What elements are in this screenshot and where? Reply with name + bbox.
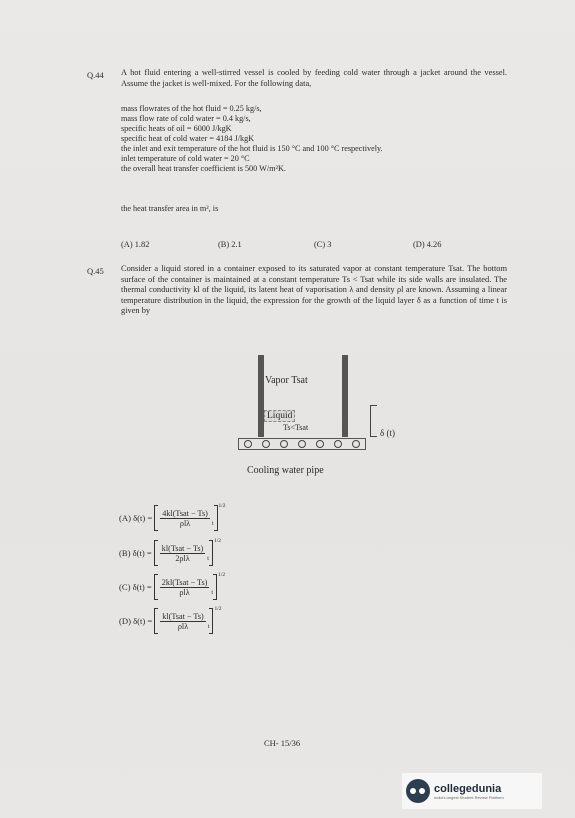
figure-ts-label: Ts<Tsat xyxy=(283,423,309,432)
q44-data-line: specific heats of oil = 6000 J/kgK xyxy=(121,124,232,133)
option-time: t xyxy=(211,590,214,596)
logo-name: collegedunia xyxy=(434,782,502,795)
q45-option-a[interactable] xyxy=(119,503,226,533)
cooling-pipe xyxy=(238,438,366,450)
figure-delta-label: δ (t) xyxy=(380,428,395,438)
q44-option-b[interactable]: (B) 2.1 xyxy=(218,240,242,249)
figure-liquid-label: Liquid xyxy=(264,410,295,422)
option-label: (A) δ(t) = xyxy=(119,513,153,523)
q44-data-line: inlet temperature of cold water = 20 °C xyxy=(121,154,250,163)
figure-caption: Cooling water pipe xyxy=(247,465,324,476)
option-time: t xyxy=(211,521,214,527)
option-denominator: ρlλ xyxy=(177,621,189,631)
option-exponent: 1/2 xyxy=(214,606,222,612)
question-number-44: Q.44 xyxy=(87,70,104,80)
option-exponent: 1/2 xyxy=(218,572,226,578)
q44-data-line: specific heat of cold water = 4184 J/kgK xyxy=(121,134,255,143)
q45-option-c[interactable] xyxy=(119,572,225,602)
q45-option-b[interactable] xyxy=(119,538,221,568)
option-label: (C) δ(t) = xyxy=(119,582,152,592)
q44-option-d[interactable]: (D) 4.26 xyxy=(413,240,442,249)
figure-vapor-label: Vapor Tsat xyxy=(265,375,308,386)
option-denominator: 2ρlλ xyxy=(175,553,190,563)
option-numerator: kl(Tsat − Ts) xyxy=(162,611,204,621)
pipe-circle-icon xyxy=(262,440,270,448)
option-exponent: 1/2 xyxy=(218,503,226,509)
container-right-wall xyxy=(342,355,348,437)
pipe-circle-icon xyxy=(334,440,342,448)
option-label: (B) δ(t) = xyxy=(119,548,152,558)
q44-option-c[interactable]: (C) 3 xyxy=(314,240,332,249)
delta-bracket xyxy=(370,405,377,437)
pipe-circle-icon xyxy=(316,440,324,448)
pipe-circle-icon xyxy=(298,440,306,448)
option-numerator: kl(Tsat − Ts) xyxy=(161,543,204,553)
pipe-circle-icon xyxy=(352,440,360,448)
option-numerator: 2kl(Tsat − Ts) xyxy=(161,577,208,587)
pipe-circle-icon xyxy=(244,440,252,448)
q44-intro: A hot fluid entering a well-stirred vessel is cooled by feeding cold water through a jacket around the vessel. Assume the jacket is well-mixed. For the following data, xyxy=(121,68,507,88)
q44-data-line: mass flow rate of cold water = 0.4 kg/s, xyxy=(121,114,251,123)
q45-text: Consider a liquid stored in a container exposed to its saturated vapor at constant temperature Tsat. The bottom surface of the container is maintained at a constant temperature Ts < Tsat while its side walls are insulated. The thermal conductivity kl of the liquid, its latent heat of vaporisation λ and density ρl are known. Assuming a linear temperature distribution in the liquid, the expression for the growth of the liquid layer δ as a function of time t is given by xyxy=(121,264,507,316)
q44-data-line: mass flowrates of the hot fluid = 0.25 kg/s, xyxy=(121,104,262,113)
option-denominator: ρlλ xyxy=(179,587,190,597)
option-time: t xyxy=(207,556,209,562)
q44-data-line: the overall heat transfer coefficient is 500 W/m²K. xyxy=(121,164,286,173)
q44-question: the heat transfer area in m², is xyxy=(121,204,219,213)
q44-option-a[interactable]: (A) 1.82 xyxy=(121,240,150,249)
owl-icon xyxy=(406,779,430,803)
page-number: CH- 15/36 xyxy=(264,738,301,748)
q45-option-d[interactable] xyxy=(119,606,221,636)
option-exponent: 1/2 xyxy=(213,538,221,544)
option-time: t xyxy=(207,624,210,630)
pipe-circle-icon xyxy=(280,440,288,448)
q44-data-line: the inlet and exit temperature of the hot fluid is 150 °C and 100 °C respectively. xyxy=(121,144,383,153)
container-left-wall xyxy=(258,355,264,437)
option-denominator: ρlλ xyxy=(179,518,191,528)
option-numerator: 4kl(Tsat − Ts) xyxy=(162,508,208,518)
logo-tagline: India's largest Student Review Platform xyxy=(434,794,504,800)
collegedunia-logo[interactable] xyxy=(402,773,542,809)
question-number-45: Q.45 xyxy=(87,266,104,276)
option-label: (D) δ(t) = xyxy=(119,616,153,626)
